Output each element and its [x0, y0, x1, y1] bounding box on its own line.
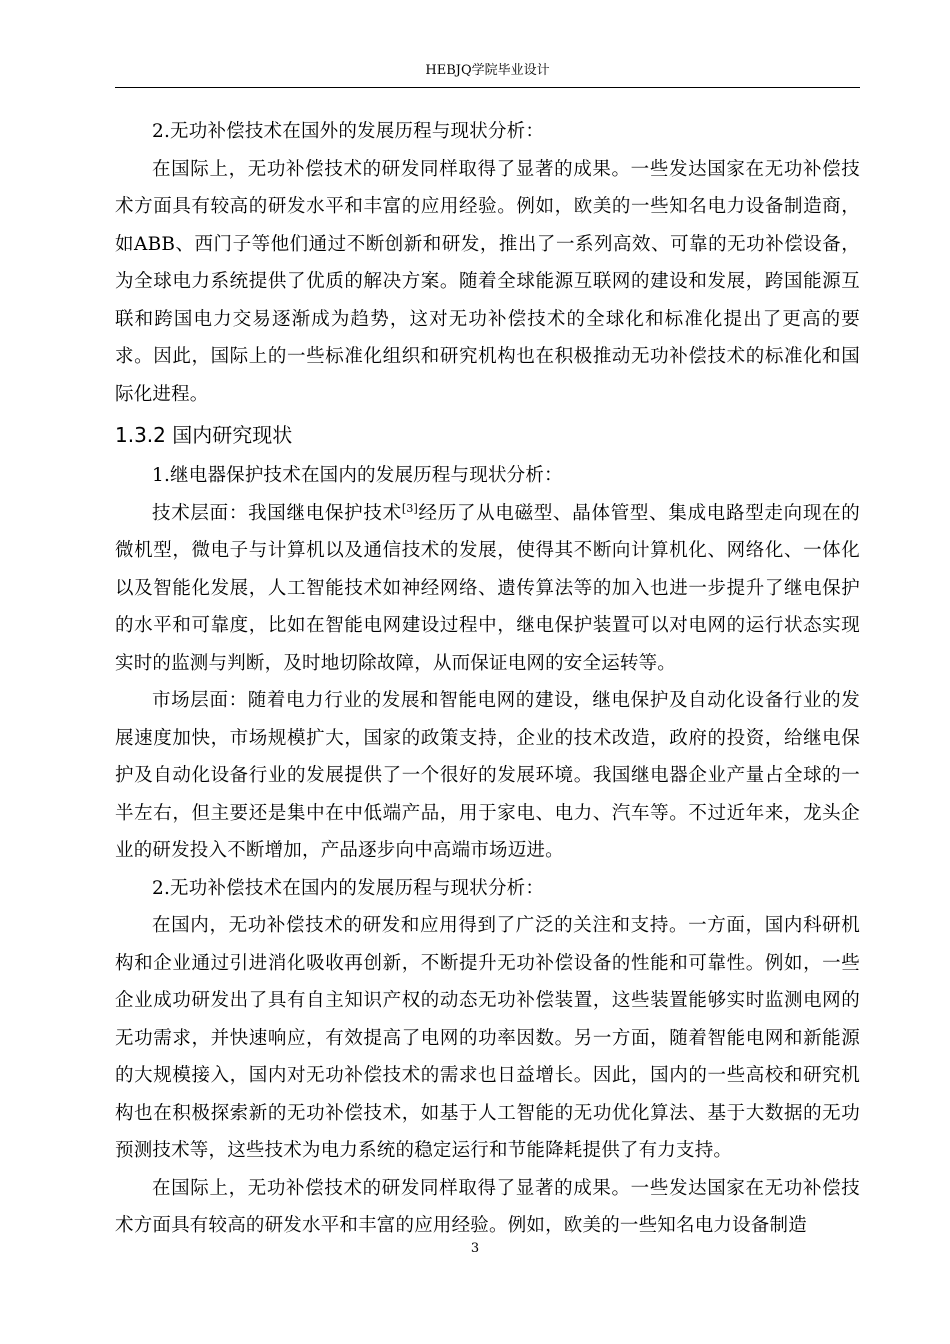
paragraph-domestic-comp-body: 在国内，无功补偿技术的研发和应用得到了广泛的关注和支持。一方面，国内科研机构和企业通过引进消化吸收再创新，不断提升无功补偿设备的性能和可靠性。例如，一些企业成功研发出了具有自主知识产权的动态无功补偿装置，这些装置能够实时监测电网的无功需求，并快速响应，有效提高了电网的功率因数。另一方面，随着智能电网和新能源的大规模接入，国内对无功补偿技术的需求也日益增长。因此，国内的一些高校和研究机构也在积极探索新的无功补偿技术，如基于人工智能的无功优化算法、基于大数据的无功预测技术等，这些技术为电力系统的稳定运行和节能降耗提供了有力支持。: [115, 915, 860, 1161]
page-body: [115, 113, 860, 1245]
page-header-title: HEBJQ学院毕业设计: [425, 63, 550, 78]
paragraph-market: 市场层面：随着电力行业的发展和智能电网的建设，继电保护及自动化设备行业的发展速度加快，市场规模扩大，国家的政策支持，企业的技术改造，政府的投资，给继电保护及自动化设备行业的发展提供了一个很好的发展环境。我国继电器企业产量占全球的一半左右，但主要还是集中在中低端产品，用于家电、电力、汽车等。不过近年来，龙头企业的研发投入不断增加，产品逐步向中高端市场迈进。: [115, 690, 860, 861]
citation-ref: [3]: [401, 501, 419, 515]
page-number: 3: [470, 1241, 480, 1256]
paragraph-domestic-comp-title: 2.无功补偿技术在国内的发展历程与现状分析：: [152, 877, 545, 899]
tech-text-rest: 经历了从电磁型、晶体管型、集成电路型走向现在的微机型，微电子与计算机以及通信技术的发展，使得其不断向计算机化、网络化、一体化以及智能化发展，人工智能技术如神经网络、遗传算法等的加入也进一步提升了继电保护的水平和可靠度，比如在智能电网建设过程中，继电保护装置可以对电网的运行状态实现实时的监测与判断，及时地切除故障，从而保证电网的安全运转等。: [115, 502, 860, 674]
paragraph-foreign-comp-title: 2.无功补偿技术在国外的发展历程与现状分析：: [152, 121, 545, 142]
section-heading: 1.3.2 国内研究现状: [115, 423, 293, 447]
paragraph-tech: [115, 495, 860, 683]
header-rule: [115, 87, 860, 88]
paragraph-relay-title: 1.继电器保护技术在国内的发展历程与现状分析：: [152, 465, 563, 486]
paragraph-intl-repeat: 在国际上，无功补偿技术的研发同样取得了显著的成果。一些发达国家在无功补偿技术方面具有较高的研发水平和丰富的应用经验。例如，欧美的一些知名电力设备制造: [115, 1177, 860, 1236]
paragraph-foreign-comp-body: 在国际上，无功补偿技术的研发同样取得了显著的成果。一些发达国家在无功补偿技术方面具有较高的研发水平和丰富的应用经验。例如，欧美的一些知名电力设备制造商，如ABB、西门子等他们通过不断创新和研发，推出了一系列高效、可靠的无功补偿设备，为全球电力系统提供了优质的解决方案。随着全球能源互联网的建设和发展，跨国能源互联和跨国电力交易逐渐成为趋势，这对无功补偿技术的全球化和标准化提出了更高的要求。因此，国际上的一些标准化组织和研究机构也在积极推动无功补偿技术的标准化和国际化进程。: [115, 158, 860, 405]
tech-text-start: 技术层面：我国继电保护技术: [152, 502, 402, 524]
